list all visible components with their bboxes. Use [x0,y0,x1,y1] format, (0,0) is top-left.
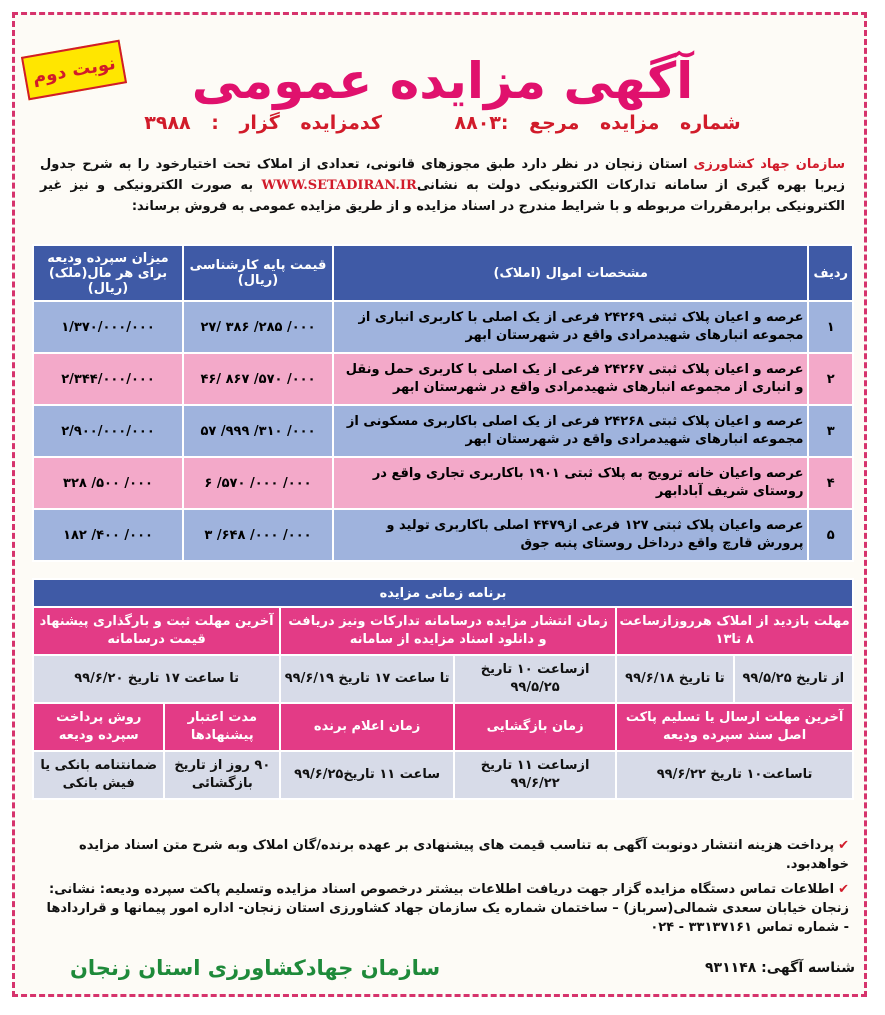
table-row [33,353,853,405]
payment-method-label: روش پرداخت سپرده ودیعه [33,703,164,751]
schedule-header: برنامه زمانی مزایده [33,579,853,607]
page-title: آگهی مزایده عمومی [191,52,694,110]
opening-time: ازساعت ۱۱ تاریخ ۹۹/۶/۲۲ [454,751,616,799]
publish-to: تا ساعت ۱۷ تاریخ ۹۹/۶/۱۹ [280,655,454,703]
row-description: عرصه واعیان خانه ترویج به پلاک ثبتی ۱۹۰۱ باکاربری تجاری واقع در روستای شریف آبادابهر [333,457,808,509]
row-base-price: ۲۷/ ۳۸۶ /۲۸۵ /۰۰۰ [183,301,333,353]
schedule-label-row-2 [33,703,853,751]
register-deadline-label: آخرین مهلت ثبت و بارگذاری پیشنهاد قیمت درسامانه [33,607,280,655]
visit-to: تا تاریخ ۹۹/۶/۱۸ [616,655,733,703]
validity-period: ۹۰ روز از تاریخ بازگشائی [164,751,280,799]
intro-paragraph [40,154,845,217]
table-row [33,509,853,561]
visit-deadline-label: مهلت بازدید از املاک هرروزازساعت ۸ تا۱۳ [616,607,853,655]
footer [30,956,855,986]
check-icon: ✔ [838,882,849,897]
row-deposit: ۲/۹۰۰/۰۰۰/۰۰۰ [33,405,183,457]
table-row [33,301,853,353]
row-description: عرصه و اعیان پلاک ثبتی ۲۴۲۶۹ فرعی از یک اصلی با کاربری انباری از مجموعه انبارهای شهیدمرادی واقع در شهرستان ابهر [333,301,808,353]
publish-time-label: زمان انتشار مزایده درسامانه تدارکات ونیز دریافت و دانلود اسناد مزایده از سامانه [280,607,616,655]
row-base-price: ۶ /۵۷۰ /۰۰۰ /۰۰۰ [183,457,333,509]
note-text: پرداخت هزینه انتشار دونوبت آگهی به تناسب قیمت های پیشنهادی بر عهده برنده/گان املاک وبه شرح متن اسناد مزایده خواهدبود. [79,838,849,872]
visit-from: از تاریخ ۹۹/۵/۲۵ [734,655,853,703]
note-item [40,836,849,874]
delivery-deadline-label: آخرین مهلت ارسال یا تسلیم پاکت اصل سند سپرده ودیعه [616,703,853,751]
auctioneer-code: کدمزایده گزار : ۳۹۸۸ [144,112,382,134]
check-icon: ✔ [838,838,849,853]
intro-org: سازمان جهاد کشاورزی [693,157,845,172]
schedule-table [32,578,854,800]
winner-announce-time: ساعت ۱۱ تاریخ۹۹/۶/۲۵ [280,751,454,799]
row-number: ۵ [808,509,853,561]
register-deadline: تا ساعت ۱۷ تاریخ ۹۹/۶/۲۰ [33,655,280,703]
note-text: اطلاعات تماس دستگاه مزایده گزار جهت دریافت اطلاعات بیشتر درخصوص اسناد مزایده وتسلیم پاکت سپرده ودیعه: نشانی: زنجان خیابان سعدی شمالی(سرباز) – ساختمان شماره یک سازمان جهاد کشاورزی استان زنجان- اداره امور پیمانها و قراردادها - شماره تماس ۳۳۱۳۷۱۶۱ - ۰۲۴ [46,882,849,935]
row-deposit: ۱/۳۷۰/۰۰۰/۰۰۰ [33,301,183,353]
row-number: ۲ [808,353,853,405]
schedule-value-row [33,655,853,703]
row-base-price: ۴۶/ ۸۶۷ /۵۷۰ /۰۰۰ [183,353,333,405]
header-base-price: قیمت پایه کارشناسی (ریال) [183,245,333,301]
row-number: ۴ [808,457,853,509]
notes [40,836,849,943]
row-description: عرصه و اعیان پلاک ثبتی ۲۴۲۶۷ فرعی از یک اصلی با کاربری حمل ونقل و انباری از مجموعه انبارهای شهیدمرادی واقع در شهرستان ابهر [333,353,808,405]
payment-method: ضمانتنامه بانکی یا فیش بانکی [33,751,164,799]
row-description: عرصه و اعیان پلاک ثبتی ۲۴۲۶۸ فرعی از یک اصلی باکاربری مسکونی از مجموعه انبارهای شهیدمرادی واقع در شهرستان ابهر [333,405,808,457]
row-deposit: ۳۲۸ /۵۰۰ /۰۰۰ [33,457,183,509]
header-description: مشخصات اموال (املاک) [333,245,808,301]
delivery-deadline: تاساعت۱۰ تاریخ ۹۹/۶/۲۲ [616,751,853,799]
validity-label: مدت اعتبار پیشنهادها [164,703,280,751]
winner-announce-label: زمان اعلام برنده [280,703,454,751]
table-row [33,405,853,457]
second-round-badge: نوبت دوم [21,40,127,101]
header-row-number: ردیف [808,245,853,301]
table-header-row [33,245,853,301]
schedule-header-row [33,579,853,607]
row-base-price: ۵۷ /۹۹۹ /۳۱۰ /۰۰۰ [183,405,333,457]
intro-text-2: به صورت الکترونیکی و نیز غیر الکترونیکی برابرمقررات مربوطه و با شرایط مندرج در اسناد مزایده و از طریق مزایده عمومی به فروش برساند: [40,178,845,214]
schedule-value-row-2 [33,751,853,799]
setadiran-link[interactable]: WWW.SETADIRAN.IR [261,178,417,193]
opening-time-label: زمان بازگشایی [454,703,616,751]
note-item [40,880,849,937]
row-deposit: ۲/۳۴۴/۰۰۰/۰۰۰ [33,353,183,405]
row-deposit: ۱۸۲ /۴۰۰ /۰۰۰ [33,509,183,561]
row-base-price: ۳ /۶۴۸ /۰۰۰ /۰۰۰ [183,509,333,561]
intro-text-1: استان زنجان در نظر دارد طبق مجوزهای قانونی، تعدادی از املاک تحت اختیارخود را به شرح جدول زیربا بهره گیری از سامانه تدارکات الکترونیکی دولت به نشانی [40,157,845,193]
header-deposit: میزان سپرده ودیعه برای هر مال(ملک)(ریال) [33,245,183,301]
properties-table [32,244,854,562]
publish-from: ازساعت ۱۰ تاریخ ۹۹/۵/۲۵ [454,655,616,703]
ad-id: شناسه آگهی: ۹۳۱۱۴۸ [705,960,855,976]
table-row [33,457,853,509]
reference-line [0,112,885,134]
schedule-label-row [33,607,853,655]
footer-org: سازمان جهادکشاورزی استان زنجان [70,956,441,980]
row-number: ۳ [808,405,853,457]
row-number: ۱ [808,301,853,353]
reference-number: شماره مزایده مرجع :۸۸۰۳ [454,112,741,134]
row-description: عرصه واعیان پلاک ثبتی ۱۲۷ فرعی از۴۴۷۹ اصلی باکاربری تولید و پرورش قارچ واقع درداخل روستای پنبه جوق [333,509,808,561]
